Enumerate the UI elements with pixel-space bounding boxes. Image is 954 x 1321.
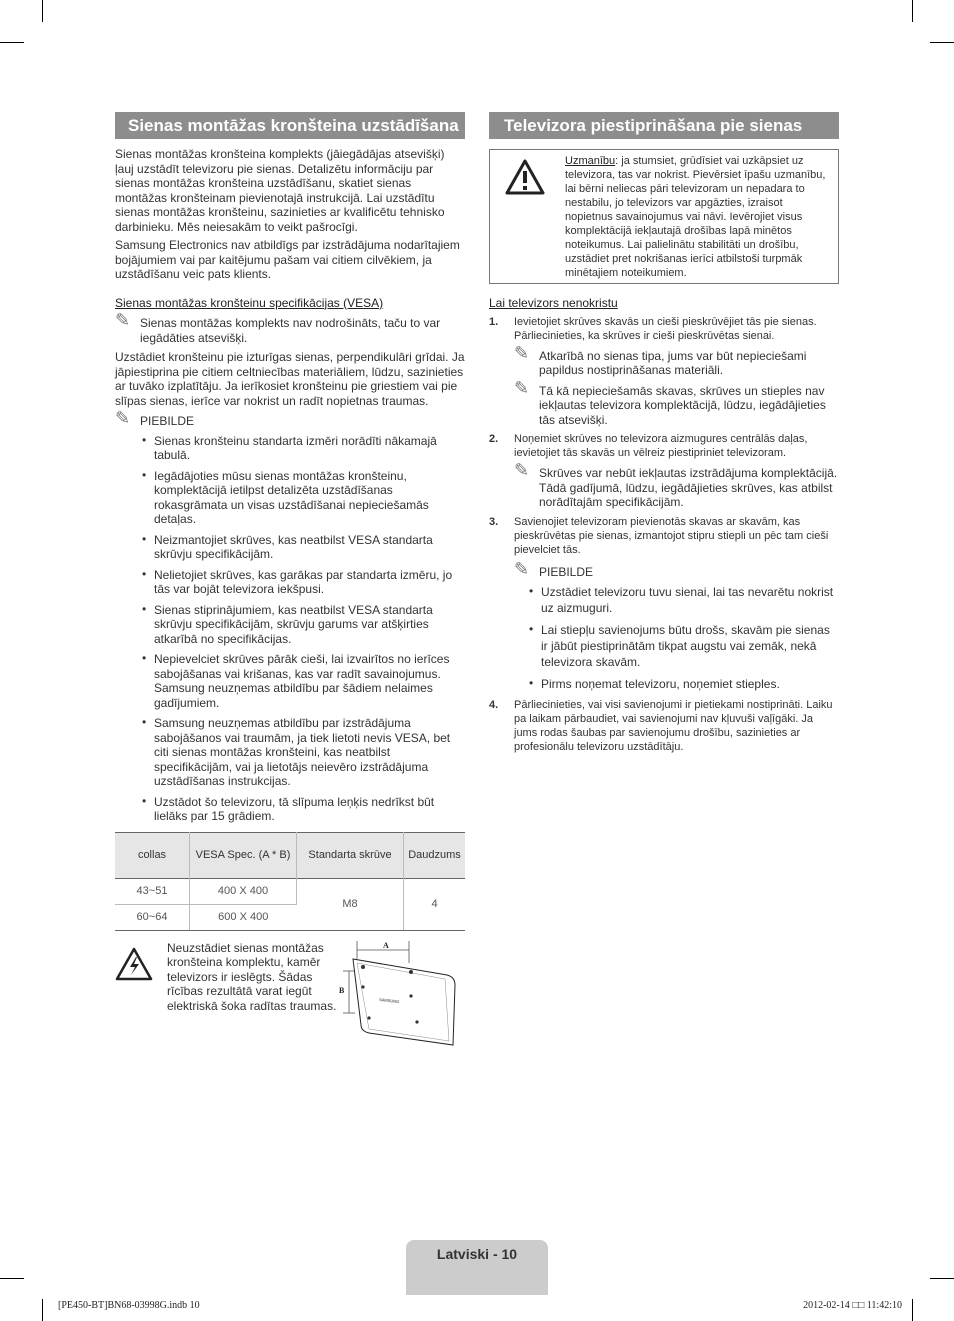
crop-mark	[0, 1278, 24, 1279]
crop-mark	[912, 1299, 913, 1321]
caution-body: : ja stumsiet, grūdīsiet vai uzkāpsiet uz televizora, tas var nokrist. Pievērsiet īpašu uzmanību, lai bērni neliecas pāri televizoram un nepadara to nestabilu, jo televizors var apgāzties, izraisot nopietnus savainojumus vai nāvi. Ievērojiet visus komplektācijā iekļautajā drošības lapā minētos noteikumus. Lai palielinātu stabilitāti un drošību, uzstādiet pret nokrišanas ierīci atbilstoši turpmāk minētajiem noteikumiem.	[565, 155, 826, 279]
list-item: • Iegādājoties mūsu sienas montāžas kronšteinu, komplektācijā ietilpst detalizēta uzstādīšanas rokasgrāmata un visas uzstādīšanai nepieciešamās detaļas.	[154, 469, 465, 527]
table-header: Daudzums	[404, 832, 466, 878]
step-number: 1.	[489, 315, 499, 328]
step-item	[489, 698, 839, 754]
intro-paragraph: Sienas montāžas kronšteina komplekts (jāiegādājas atsevišķi) ļauj uzstādīt televizoru pie sienas. Detalizētu informāciju par sienas montāžas kronšteina uzstādīšanu, skatiet sienas montāžas kronšteinam pievienotajā instrukcijā. Lai uzstādītu sienas montāžas kronšteinu, sazinieties ar kvalificētu tehnisko darbinieku. Mēs neiesakām to veikt pašrocīgi.	[115, 147, 445, 234]
step-number: 4.	[489, 699, 499, 711]
crop-mark	[42, 0, 43, 22]
step-note-text: Tā kā nepieciešamās skavas, skrūves un stieples nav iekļautas televizora komplektācijā, lūdzu, iegādājieties tās atsevišķi.	[539, 383, 826, 427]
dimension-label-b: B	[339, 985, 345, 995]
note-bullet-list	[115, 434, 465, 824]
pencil-note-icon: ✎	[514, 558, 530, 579]
crop-mark	[0, 42, 24, 43]
step-note	[514, 460, 839, 510]
table-header: collas	[115, 832, 190, 878]
list-item: • Nepievelciet skrūves pārāk cieši, lai izvairītos no ierīces sabojāšanas vai krišanas, kas var radīt savainojumus. Samsung neuzņemas atbildību par šādiem nelaimes gadījumiem.	[154, 652, 465, 710]
left-column	[115, 112, 465, 1052]
note-label-text: PIEBILDE	[140, 414, 195, 428]
shock-warning	[115, 937, 465, 1052]
step-note	[514, 342, 839, 378]
crop-mark	[930, 42, 954, 43]
liability-paragraph: Samsung Electronics nav atbildīgs par izstrādājuma nodarītajiem bojājumiem vai par kaitējumu pašam vai citiem cilvēkiem, ja uzstādīšanu veic pats klients.	[115, 238, 460, 281]
table-cell-screw: M8	[297, 878, 404, 930]
step-note-text: Atkarībā no sienas tipa, jums var būt nepieciešami papildus nostiprināšanas materiāli.	[539, 348, 807, 377]
spec-note	[115, 310, 465, 345]
steps-list	[489, 315, 839, 755]
table-cell: 600 X 400	[190, 904, 297, 930]
table-cell: 43~51	[115, 878, 190, 904]
caution-box	[489, 149, 839, 284]
list-item: • Uzstādot šo televizoru, tā slīpuma leņķis nedrīkst būt lielāks par 15 grādiem.	[154, 795, 465, 824]
caution-label: Uzmanību	[565, 155, 616, 167]
footer-timestamp: 2012-02-14 □□ 11:42:10	[803, 1300, 902, 1311]
pencil-note-icon: ✎	[514, 342, 530, 363]
pencil-note-icon: ✎	[115, 408, 131, 428]
pencil-note-icon: ✎	[514, 377, 530, 398]
step-text: Pārliecinieties, vai visi savienojumi ir pietiekami nostiprināti. Laiku pa laikam pārbaudiet, vai savienojumi nav kļuvuši vaļīgāki. Ja jums rodas šaubas par savienojumu drošību, sazinieties ar profesionālu televizoru uzstādītāju.	[514, 699, 833, 753]
list-item: • Samsung neuzņemas atbildību par izstrādājuma sabojāšanos vai traumām, ja tiek lietoti nevis VESA, bet citi sienas montāžas kronšteini, kas neatbilst specifikācijām, vai ja lietotājs neievēro izstrādājuma uzstādīšanas instrukcijas.	[154, 716, 465, 789]
step-number: 3.	[489, 515, 499, 528]
table-header: VESA Spec. (A * B)	[190, 832, 297, 878]
vesa-spec-table	[115, 832, 465, 931]
list-item: • Uzstādiet televizoru tuvu sienai, lai tas nevarētu nokrist uz aizmuguri.	[541, 584, 839, 616]
wall-mount-diagram	[339, 941, 465, 1049]
note-label	[115, 408, 465, 429]
list-item: • Lai stiepļu savienojums būtu drošs, skavām pie sienas ir jābūt piestiprinātām tikpat augstu vai zemāk, nekā televizora skavām.	[541, 622, 839, 670]
electric-shock-icon	[115, 947, 153, 981]
shock-warning-text: Neuzstādiet sienas montāžas kronšteina komplektu, kamēr televizors ir ieslēgts. Šādas rīcības rezultātā varat iegūt elektriskā šoka radītas traumas.	[167, 940, 337, 1013]
page-number-tab	[406, 1240, 548, 1295]
anti-fall-heading: Lai televizors nenokristu	[489, 296, 618, 310]
step-note	[514, 377, 839, 428]
table-cell-quantity: 4	[404, 878, 466, 930]
dimension-label-a: A	[383, 940, 389, 950]
note-label-text: PIEBILDE	[539, 564, 594, 579]
step-note-text: Skrūves var nebūt iekļautas izstrādājuma komplektācijā. Tādā gadījumā, lūdzu, iegādājieties skrūves, kas atbilst norādītajām specifikācijām.	[539, 466, 838, 509]
footer-file-info: [PE450-BT]BN68-03998G.indb 10	[58, 1300, 200, 1311]
step3-bullet-list	[489, 584, 839, 692]
page-number-label: Latviski - 10	[436, 1246, 518, 1262]
crop-mark	[912, 0, 913, 22]
table-cell: 60~64	[115, 904, 190, 930]
table-cell: 400 X 400	[190, 878, 297, 904]
step-text: Noņemiet skrūves no televizora aizmugures centrālās daļas, ievietojiet tās skavās un vēlreiz piestipriniet televizoram.	[514, 433, 808, 459]
crop-mark	[42, 1299, 43, 1321]
crop-mark	[930, 1278, 954, 1279]
pencil-note-icon: ✎	[115, 310, 131, 330]
vesa-spec-heading: Sienas montāžas kronšteinu specifikācijas (VESA)	[115, 295, 384, 310]
list-item: • Pirms noņemat televizoru, noņemiet stieples.	[541, 676, 839, 692]
step-item	[489, 515, 839, 693]
step-number: 2.	[489, 433, 499, 445]
right-column	[489, 112, 839, 759]
caution-text	[565, 154, 829, 280]
section-title-wall-attach: Televizora piestiprināšana pie sienas	[489, 112, 839, 139]
warning-triangle-icon	[504, 158, 546, 196]
step-item	[489, 432, 839, 510]
pencil-note-icon: ✎	[514, 460, 530, 480]
install-paragraph: Uzstādiet kronšteinu pie izturīgas sienas, perpendikulāri grīdai. Ja jāpiestiprina pie citiem celtniecības materiāliem, lūdzu, sazinieties ar tuvāko izplatītāju. Ja ierīkosiet kronšteinu pie griestiem vai pie slīpas sienas, ierīce var nokrist un radīt nopietnas traumas.	[115, 350, 465, 408]
list-item: • Nelietojiet skrūves, kas garākas par standarta izmēru, jo tās var bojāt televizora iekšpusi.	[154, 568, 465, 597]
table-row	[115, 878, 465, 904]
section-title-wall-mount: Sienas montāžas kronšteina uzstādīšana	[115, 112, 465, 139]
list-item: • Neizmantojiet skrūves, kas neatbilst VESA standarta skrūvju specifikācijām.	[154, 533, 465, 562]
step-text: Savienojiet televizoram pievienotās skavas ar skavām, kas pieskrūvētas pie sienas, izmantojot stipru stiepli un pēc tam cieši pievelciet tās.	[514, 515, 829, 556]
table-header: Standarta skrūve	[297, 832, 404, 878]
list-item: • Sienas stiprinājumiem, kas neatbilst VESA standarta skrūvju specifikācijām, skrūvju garums var atšķirties atkarībā no specifikācijas.	[154, 603, 465, 647]
list-item: • Sienas kronšteinu standarta izmēri norādīti nākamajā tabulā.	[154, 434, 465, 463]
brand-logo-text: SAMSUNG	[378, 996, 400, 1004]
step-text: Ievietojiet skrūves skavās un cieši pieskrūvējiet tās pie sienas. Pārliecinieties, ka skrūves ir cieši pieskrūvētas sienai.	[514, 315, 817, 342]
spec-note-text: Sienas montāžas komplekts nav nodrošināts, taču to var iegādāties atsevišķi.	[140, 316, 441, 345]
step-note-label	[514, 558, 839, 580]
step-item	[489, 315, 839, 428]
